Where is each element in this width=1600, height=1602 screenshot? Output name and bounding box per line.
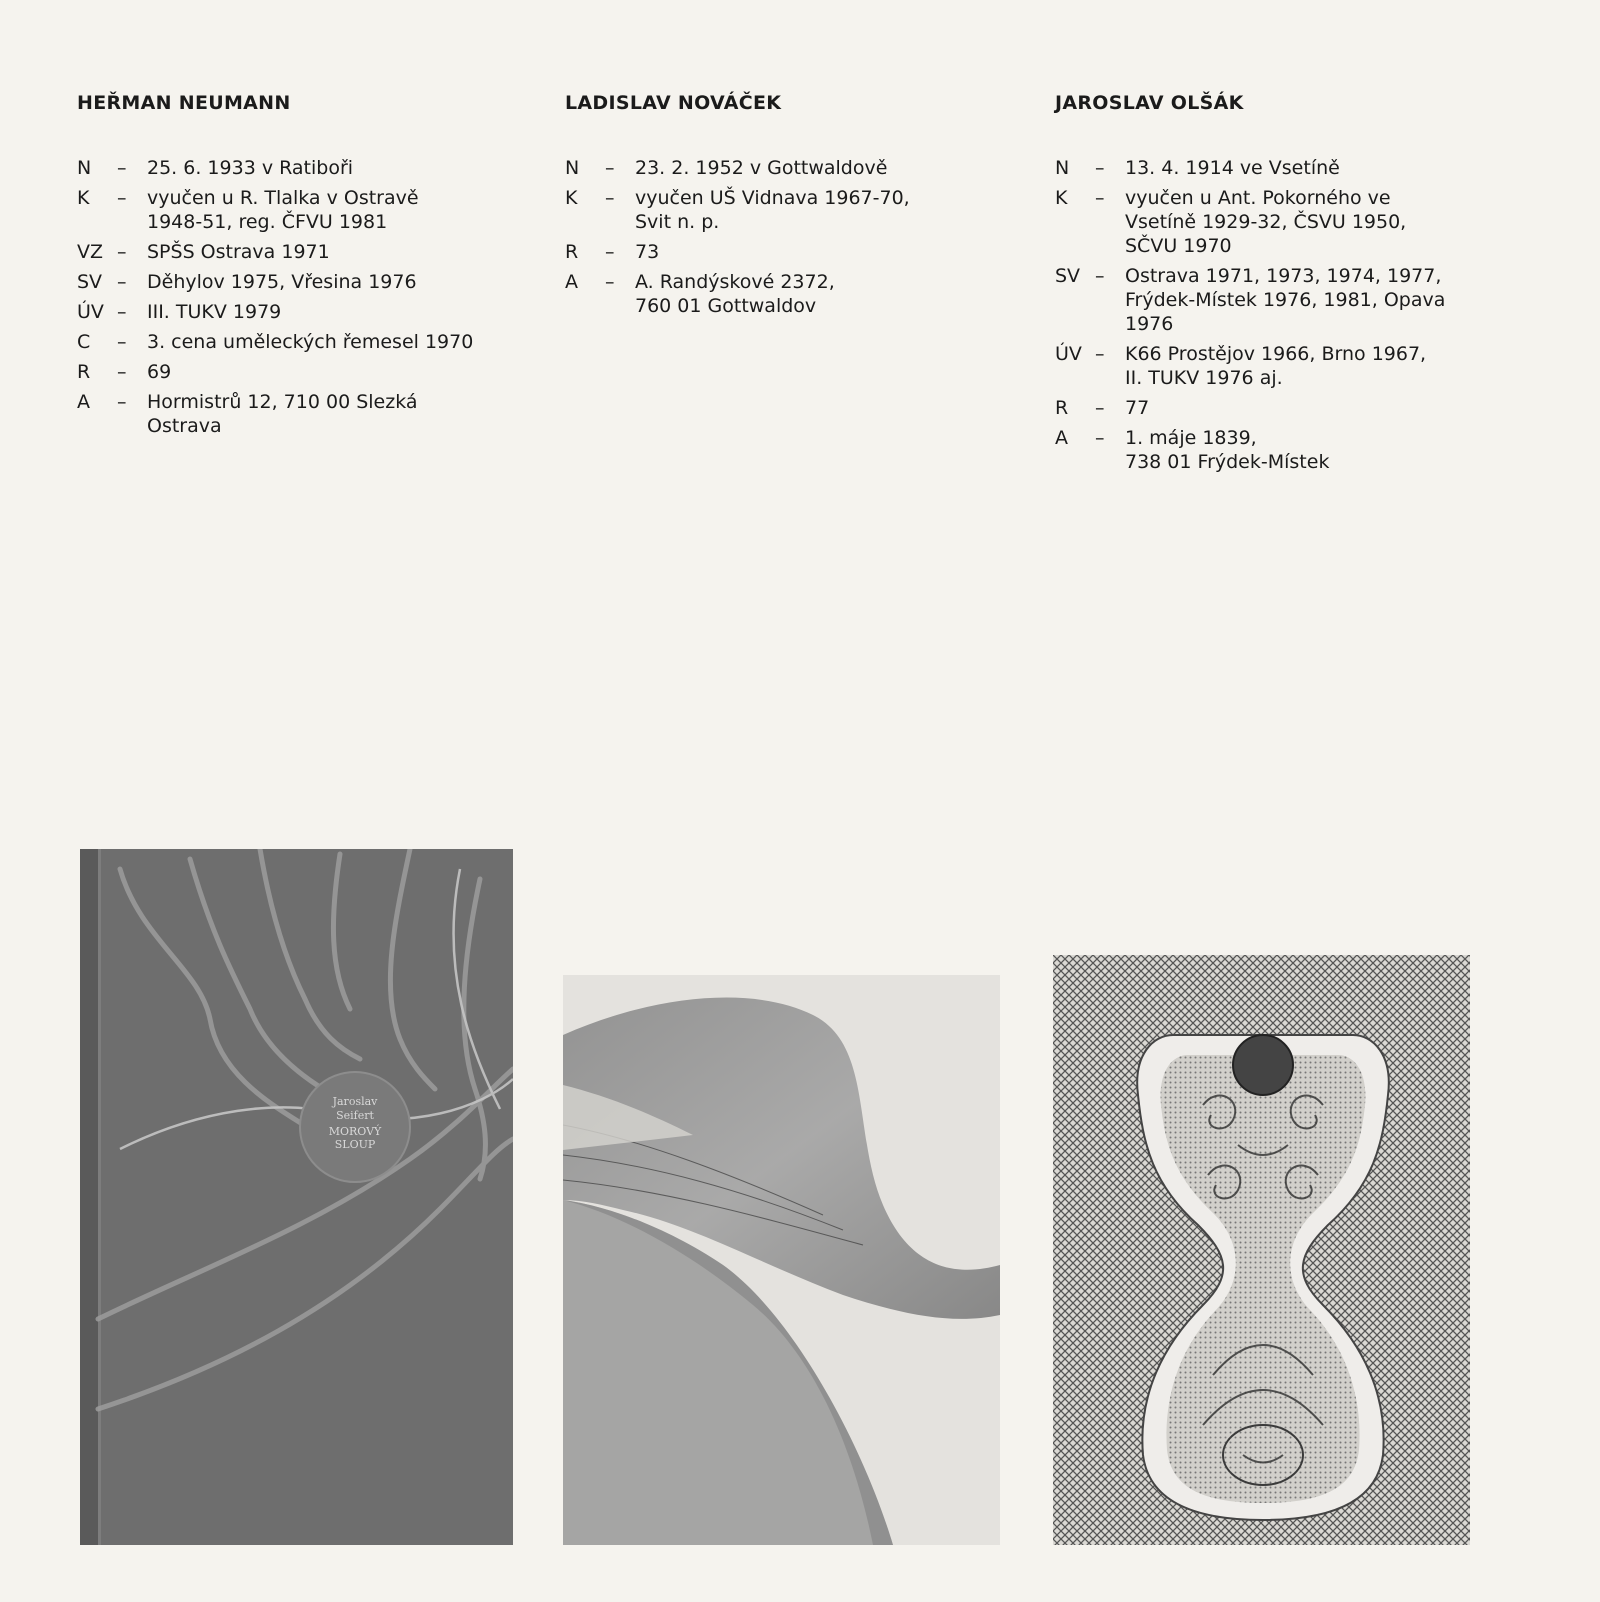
entry-line: 25. 6. 1933 v Ratiboři <box>147 157 354 179</box>
artist-name: LADISLAV NOVÁČEK <box>565 92 782 114</box>
entry-dash: – <box>1095 187 1105 209</box>
entry-dash: – <box>605 157 615 179</box>
bio-entry <box>1055 396 1495 420</box>
bio-entry <box>77 240 517 264</box>
entry-dash: – <box>1095 427 1105 449</box>
entry-key: N <box>565 157 580 179</box>
entry-line: 77 <box>1125 397 1150 419</box>
entry-key: K <box>1055 187 1068 209</box>
entry-line: Frýdek-Místek 1976, 1981, Opava <box>1125 289 1446 311</box>
artist-column-neumann <box>77 90 517 444</box>
entry-value <box>1125 264 1495 336</box>
entry-line: SČVU 1970 <box>1125 235 1232 257</box>
bio-entry <box>565 156 965 180</box>
entry-line: K66 Prostějov 1966, Brno 1967, <box>1125 343 1427 365</box>
entry-line: III. TUKV 1979 <box>147 301 282 323</box>
entry-line: 1948-51, reg. ČFVU 1981 <box>147 211 388 233</box>
entry-dash: – <box>605 241 615 263</box>
entry-key: ÚV <box>1055 343 1082 365</box>
ornamental-relief-image <box>1053 955 1470 1545</box>
entry-key: SV <box>1055 265 1081 287</box>
entry-line: 760 01 Gottwaldov <box>635 295 817 317</box>
entry-value <box>147 270 517 294</box>
entry-dash: – <box>1095 265 1105 287</box>
entry-line: 23. 2. 1952 v Gottwaldově <box>635 157 888 179</box>
entry-key: ÚV <box>77 301 104 323</box>
entry-line: 69 <box>147 361 172 383</box>
entry-line: A. Randýskové 2372, <box>635 271 835 293</box>
entry-line: Vsetíně 1929-32, ČSVU 1950, <box>1125 211 1407 233</box>
entry-line: vyučen UŠ Vidnava 1967-70, <box>635 187 910 209</box>
bio-entry <box>1055 426 1495 474</box>
bio-entries <box>77 156 517 438</box>
entry-key: N <box>1055 157 1070 179</box>
artist-name: HEŘMAN NEUMANN <box>77 92 291 114</box>
bio-entry <box>77 186 517 234</box>
entry-line: 13. 4. 1914 ve Vsetíně <box>1125 157 1340 179</box>
entry-dash: – <box>117 361 127 383</box>
cover-title: MOROVÝ <box>328 1125 382 1138</box>
entry-key: C <box>77 331 91 353</box>
entry-value <box>147 240 517 264</box>
cover-author-surname: Seifert <box>336 1109 374 1122</box>
entry-value <box>1125 426 1495 474</box>
entry-line: 738 01 Frýdek-Místek <box>1125 451 1330 473</box>
entry-dash: – <box>1095 343 1105 365</box>
entry-key: R <box>565 241 579 263</box>
bio-entry <box>565 186 965 234</box>
entry-value <box>635 156 965 180</box>
bio-entry <box>77 330 517 354</box>
bio-entries <box>565 156 965 318</box>
bio-entry <box>565 270 965 318</box>
entry-key: SV <box>77 271 103 293</box>
entry-value <box>1125 396 1495 420</box>
entry-line: vyučen u R. Tlalka v Ostravě <box>147 187 419 209</box>
entry-key: VZ <box>77 241 104 263</box>
entry-key: A <box>565 271 578 293</box>
entry-value <box>635 186 965 234</box>
entry-line: 1. máje 1839, <box>1125 427 1257 449</box>
entry-line: 73 <box>635 241 660 263</box>
entry-line: vyučen u Ant. Pokorného ve <box>1125 187 1391 209</box>
entry-line: Hormistrů 12, 710 00 Slezká <box>147 391 418 413</box>
entry-dash: – <box>117 187 127 209</box>
entry-value <box>1125 156 1495 180</box>
entry-dash: – <box>117 391 127 413</box>
entry-dash: – <box>117 241 127 263</box>
bio-entry <box>1055 264 1495 336</box>
entry-value <box>1125 342 1495 390</box>
cover-author: Jaroslav <box>332 1095 378 1108</box>
entry-key: R <box>1055 397 1069 419</box>
bio-entry <box>565 240 965 264</box>
entry-key: K <box>565 187 578 209</box>
entry-line: Ostrava 1971, 1973, 1974, 1977, <box>1125 265 1442 287</box>
entry-dash: – <box>117 271 127 293</box>
bio-entry <box>77 156 517 180</box>
entry-value <box>147 330 517 354</box>
entry-line: SPŠS Ostrava 1971 <box>147 241 330 263</box>
entry-line: II. TUKV 1976 aj. <box>1125 367 1283 389</box>
ornamental-relief-illustration <box>1053 955 1470 1545</box>
entry-line: Děhylov 1975, Vřesina 1976 <box>147 271 417 293</box>
bio-entry <box>1055 342 1495 390</box>
entry-dash: – <box>1095 157 1105 179</box>
artist-column-novacek <box>565 90 965 324</box>
entry-line: Ostrava <box>147 415 222 437</box>
entry-value <box>147 360 517 384</box>
entry-line: 1976 <box>1125 313 1174 335</box>
book-cover-illustration <box>80 849 513 1545</box>
entry-dash: – <box>117 301 127 323</box>
entry-dash: – <box>117 331 127 353</box>
entry-value <box>147 390 517 438</box>
entry-dash: – <box>605 187 615 209</box>
entry-dash: – <box>605 271 615 293</box>
entry-value <box>1125 186 1495 258</box>
entry-dash: – <box>117 157 127 179</box>
bio-entry <box>77 360 517 384</box>
entry-value <box>635 240 965 264</box>
bio-entry <box>1055 156 1495 180</box>
entry-dash: – <box>1095 397 1105 419</box>
bio-entry <box>77 300 517 324</box>
bio-entry <box>77 270 517 294</box>
bio-entry <box>1055 186 1495 258</box>
entry-value <box>147 156 517 180</box>
cover-title-2: SLOUP <box>334 1138 376 1151</box>
wave-print-image <box>563 975 1000 1545</box>
wave-print-illustration <box>563 975 1000 1545</box>
entry-value <box>635 270 965 318</box>
entry-line: 3. cena uměleckých řemesel 1970 <box>147 331 474 353</box>
entry-key: N <box>77 157 92 179</box>
book-cover-image <box>80 849 513 1545</box>
entry-line: Svit n. p. <box>635 211 720 233</box>
entry-key: A <box>77 391 90 413</box>
artist-name: JAROSLAV OLŠÁK <box>1055 92 1244 114</box>
artist-column-olsak <box>1055 90 1495 480</box>
entry-key: A <box>1055 427 1068 449</box>
entry-value <box>147 300 517 324</box>
bio-entries <box>1055 156 1495 474</box>
entry-key: K <box>77 187 90 209</box>
bio-entry <box>77 390 517 438</box>
entry-value <box>147 186 517 234</box>
entry-key: R <box>77 361 91 383</box>
